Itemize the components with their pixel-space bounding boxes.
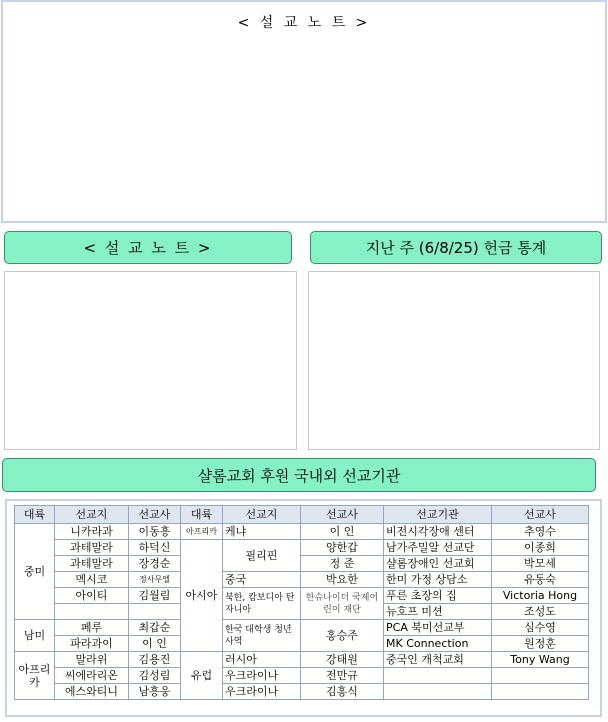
table-row — [15, 524, 589, 540]
missionary-cell: 추영수 — [492, 524, 589, 540]
table-row — [15, 652, 589, 668]
field-cell: 씨에라리온 — [55, 668, 129, 684]
region-africa-short: 아프리카 — [181, 524, 223, 540]
missionary-cell: 김성림 — [129, 668, 181, 684]
header-missionary: 선교사 — [301, 506, 384, 524]
missionary-cell: 홍승주 — [301, 620, 384, 652]
missionary-cell: 정 준 — [301, 556, 384, 572]
offering-stats-box — [308, 271, 600, 450]
missionary-cell — [492, 668, 589, 684]
table-row — [15, 620, 589, 636]
field-cell — [55, 604, 129, 620]
region-south-america: 남미 — [15, 620, 55, 652]
field-cell: 필리핀 — [223, 540, 301, 572]
missionary-cell: 양한갑 — [301, 540, 384, 556]
missionary-cell: 심수영 — [492, 620, 589, 636]
missionary-cell: 남흥웅 — [129, 684, 181, 700]
sermon-notes-top-title: < 설 교 노 트 > — [237, 15, 371, 31]
sermon-notes-bar — [4, 231, 292, 264]
table-row — [15, 556, 589, 572]
field-cell: 한국 대학생 청년 사역 — [223, 620, 301, 652]
missionary-cell: 이종희 — [492, 540, 589, 556]
header-field: 선교지 — [55, 506, 129, 524]
missionary-cell: 하덕신 — [129, 540, 181, 556]
header-organization: 선교기관 — [384, 506, 492, 524]
field-cell: 우크라이나 — [223, 668, 301, 684]
field-cell: 케냐 — [223, 524, 301, 540]
org-cell: MK Connection — [384, 636, 492, 652]
missionary-cell: 강태원 — [301, 652, 384, 668]
missionary-cell: Victoria Hong — [492, 588, 589, 604]
field-cell: 파라과이 — [55, 636, 129, 652]
header-continent: 대륙 — [15, 506, 55, 524]
region-africa: 아프리카 — [15, 652, 55, 700]
missionary-cell — [492, 684, 589, 700]
missionary-cell: 이동흥 — [129, 524, 181, 540]
missions-table — [14, 505, 589, 700]
sermon-notes-bar-title: < 설 교 노 트 > — [83, 239, 213, 257]
org-cell: 푸른 초장의 집 — [384, 588, 492, 604]
org-cell: 중국인 개척교회 — [384, 652, 492, 668]
table-row — [15, 572, 589, 588]
missionary-cell: 장경순 — [129, 556, 181, 572]
org-cell: PCA 북미선교부 — [384, 620, 492, 636]
header-missionary: 선교사 — [492, 506, 589, 524]
region-central-america: 중미 — [15, 524, 55, 620]
missionary-cell: Tony Wang — [492, 652, 589, 668]
org-cell — [384, 684, 492, 700]
org-cell: 뉴호프 미션 — [384, 604, 492, 620]
field-cell: 중국 — [223, 572, 301, 588]
field-cell: 니카라과 — [55, 524, 129, 540]
missionary-cell: 조성도 — [492, 604, 589, 620]
field-cell: 말라위 — [55, 652, 129, 668]
missionary-cell: 김월림 — [129, 588, 181, 604]
table-row — [15, 668, 589, 684]
org-cell: 샬롬장애인 선교회 — [384, 556, 492, 572]
header-missionary: 선교사 — [129, 506, 181, 524]
header-field: 선교지 — [223, 506, 301, 524]
missionary-cell: 김홍식 — [301, 684, 384, 700]
region-asia: 아시아 — [181, 540, 223, 652]
missionary-cell: 원정훈 — [492, 636, 589, 652]
missionary-cell: 박요한 — [301, 572, 384, 588]
missionary-cell: 김용진 — [129, 652, 181, 668]
missionary-cell: 전만규 — [301, 668, 384, 684]
field-cell: 페루 — [55, 620, 129, 636]
field-cell: 멕시코 — [55, 572, 129, 588]
missionary-cell: 유동숙 — [492, 572, 589, 588]
field-cell: 러시아 — [223, 652, 301, 668]
field-cell: 우크라이나 — [223, 684, 301, 700]
missionary-cell: 정사무엘 — [129, 572, 181, 588]
sermon-notes-box — [4, 271, 297, 450]
sermon-notes-top-panel — [1, 0, 607, 223]
field-cell: 과테말라 — [55, 540, 129, 556]
field-cell: 에스와티니 — [55, 684, 129, 700]
region-europe: 유럽 — [181, 652, 223, 700]
missionary-cell: 박모세 — [492, 556, 589, 572]
table-row — [15, 684, 589, 700]
field-cell: 과테말라 — [55, 556, 129, 572]
header-continent: 대륙 — [181, 506, 223, 524]
table-header-row — [15, 506, 589, 524]
missions-bar — [2, 458, 596, 492]
missionary-cell: 이 인 — [301, 524, 384, 540]
field-cell: 아이티 — [55, 588, 129, 604]
table-row — [15, 540, 589, 556]
missionary-cell: 이 인 — [129, 636, 181, 652]
table-row — [15, 588, 589, 604]
offering-stats-bar — [310, 231, 602, 264]
missionary-cell: 한슈나이더 국제어린이 재단 — [301, 588, 384, 620]
org-cell: 남가주밀알 선교단 — [384, 540, 492, 556]
field-cell: 북한, 캄보디아 탄자니아 — [223, 588, 301, 620]
missions-bar-title: 샬롬교회 후원 국내외 선교기관 — [197, 466, 401, 485]
offering-stats-title: 지난 주 (6/8/25) 헌금 통계 — [365, 239, 547, 257]
missionary-cell — [129, 604, 181, 620]
missionary-cell: 최갑순 — [129, 620, 181, 636]
org-cell: 한미 가정 상담소 — [384, 572, 492, 588]
org-cell: 비전시각장애 센터 — [384, 524, 492, 540]
org-cell — [384, 668, 492, 684]
